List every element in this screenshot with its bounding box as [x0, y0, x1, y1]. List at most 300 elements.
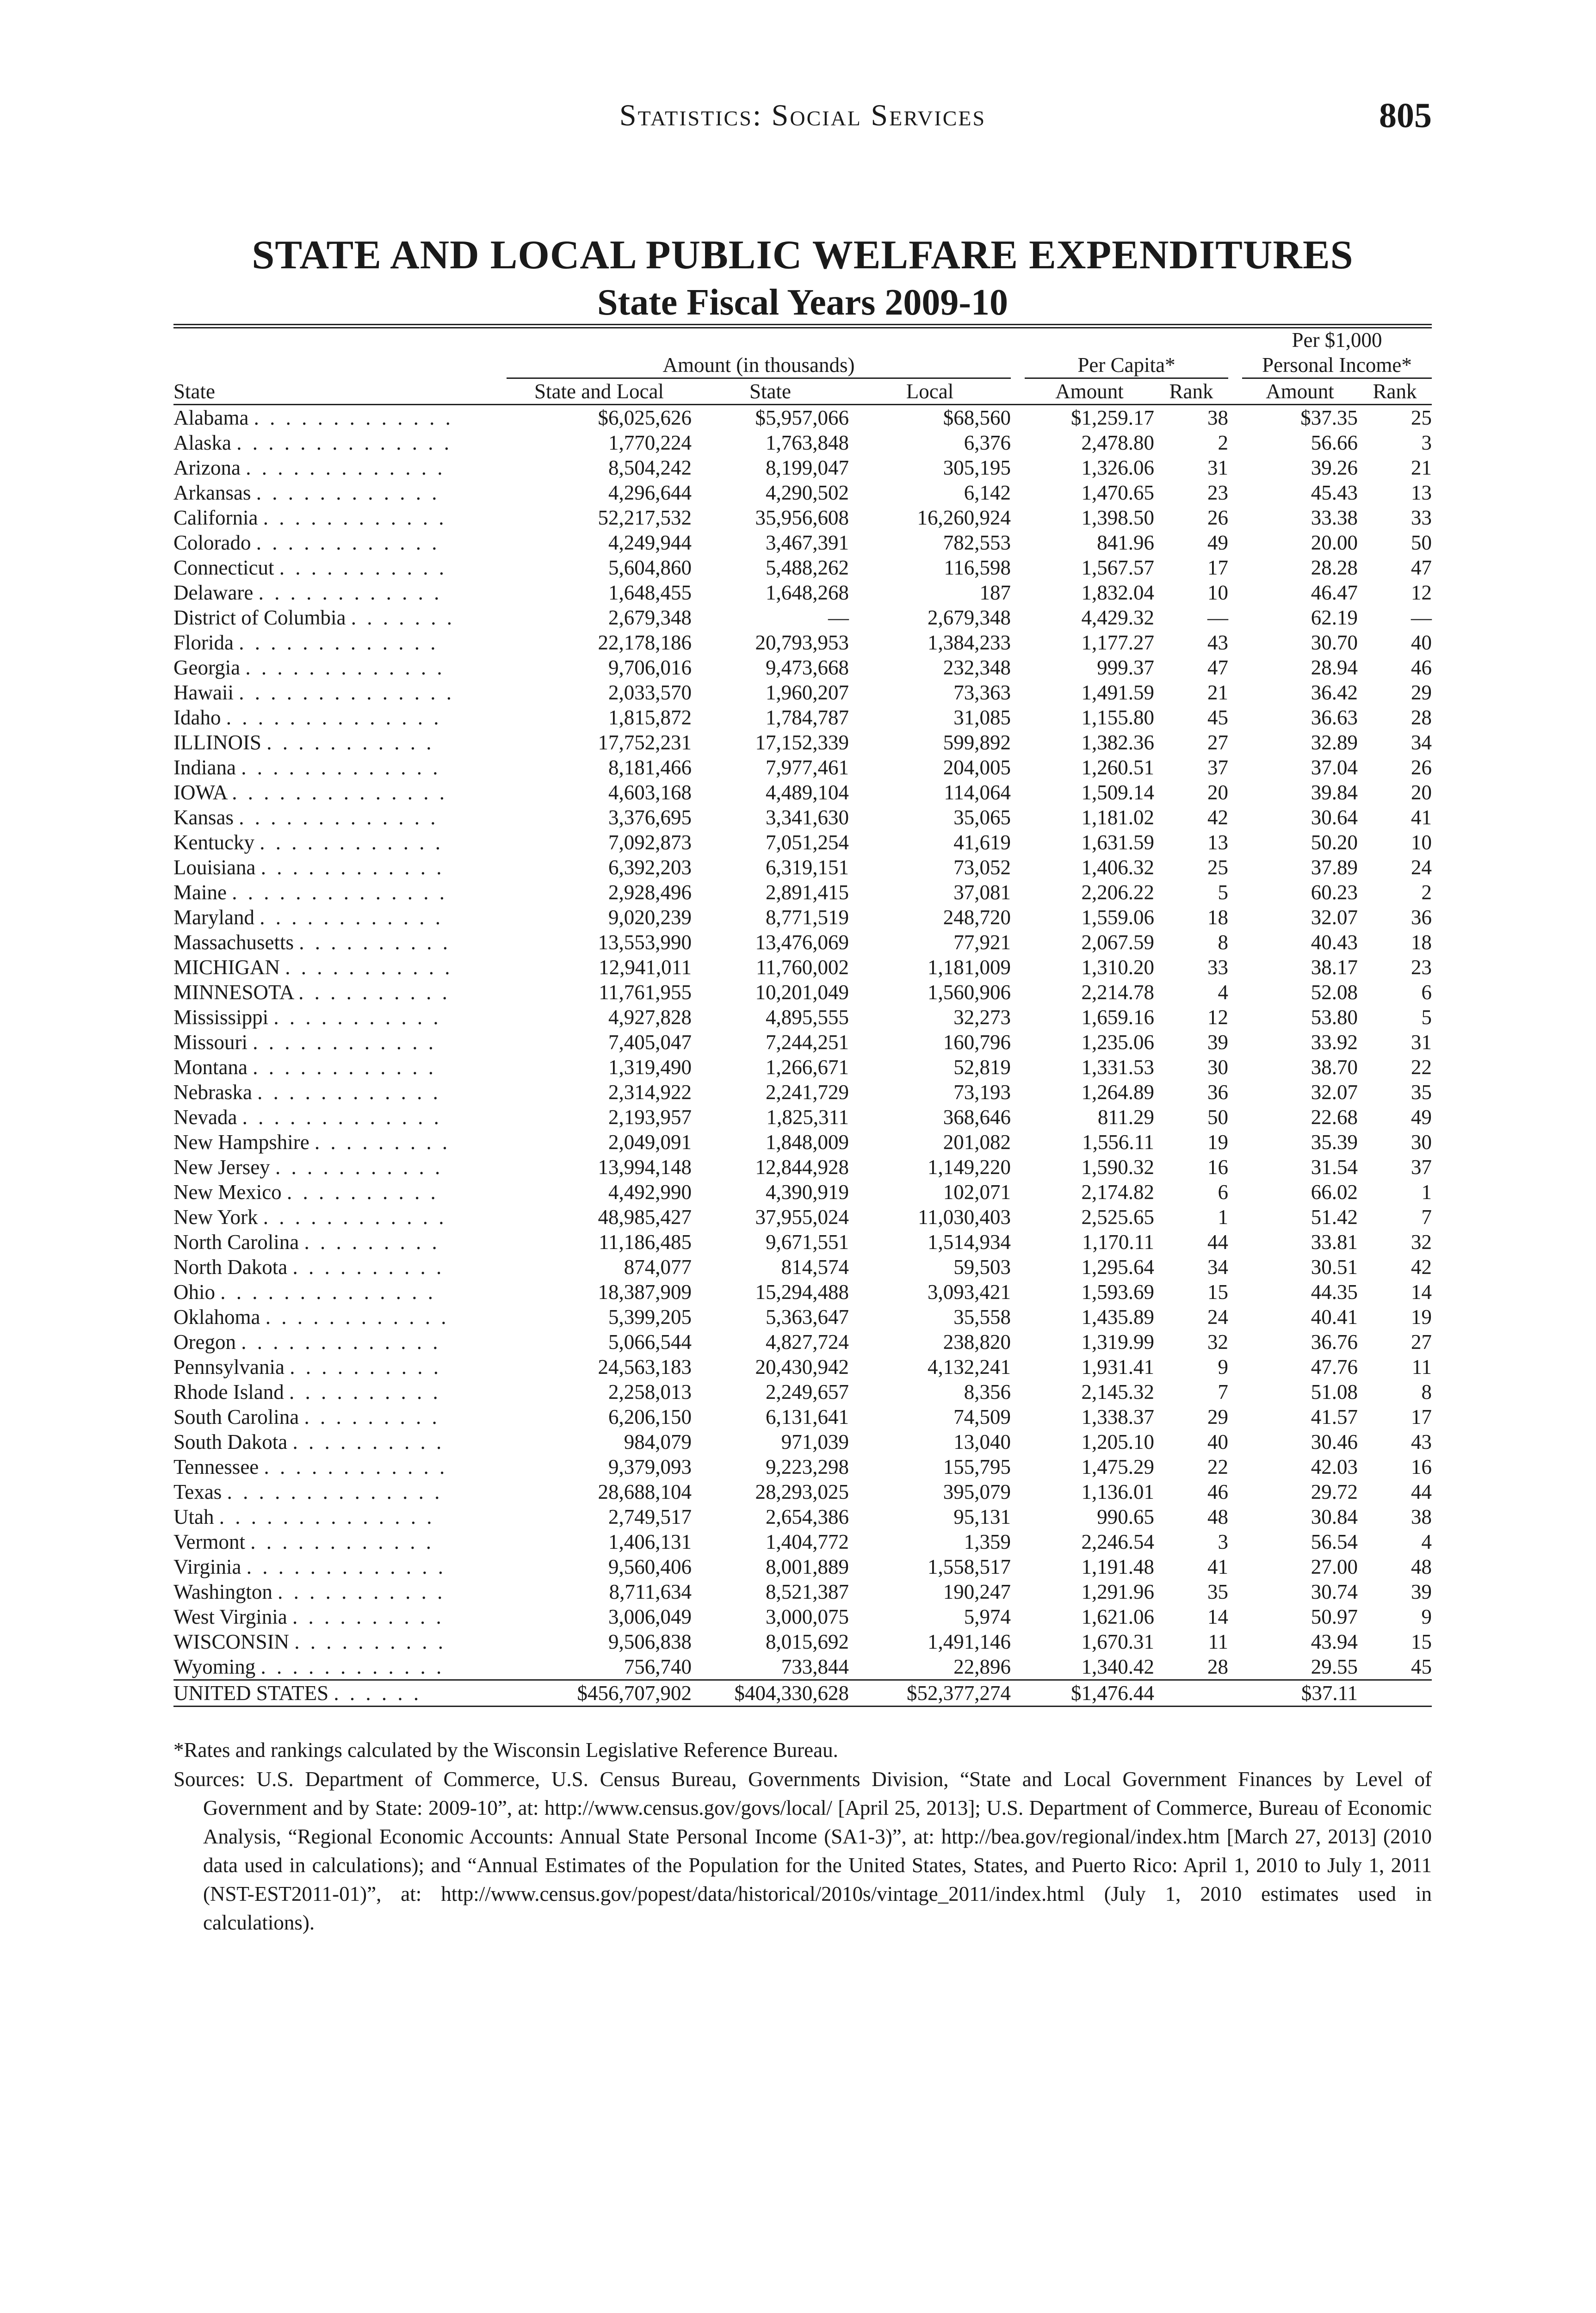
income-amount-cell: 40.43	[1311, 931, 1358, 954]
income-rank-cell: 40	[1411, 631, 1432, 654]
income-amount-cell: 51.08	[1311, 1380, 1358, 1404]
table-row	[173, 1404, 1432, 1429]
local-amount-cell: 74,509	[953, 1405, 1011, 1429]
income-rank-cell: 16	[1411, 1455, 1432, 1478]
state-name-cell	[173, 1330, 507, 1354]
state-amount-cell: 7,051,254	[766, 831, 849, 854]
state-and-local-cell: 1,815,872	[608, 706, 692, 729]
table-row	[173, 705, 1432, 730]
leader-dots: . . . . . . . . . .	[294, 1630, 446, 1653]
per-capita-amount-cell: 1,509.14	[1081, 781, 1154, 804]
state-and-local-cell: 4,296,644	[608, 481, 692, 504]
local-amount-cell: 3,093,421	[928, 1280, 1011, 1304]
local-amount-cell: 305,195	[943, 456, 1011, 479]
income-amount-cell: 36.42	[1311, 681, 1358, 704]
leader-dots: . . . . . . . . . . . .	[256, 481, 440, 504]
leader-dots: . . . . . . . . . . . .	[253, 1056, 436, 1079]
leader-dots: . . . . . . . . . .	[286, 1181, 439, 1204]
per-capita-amount-cell: 1,670.31	[1081, 1630, 1154, 1653]
sources-note: Sources: U.S. Department of Commerce, U.S. Census Bureau, Governments Division, “State and Local Government Finances by Level of Government and by State: 2009-10”, at: http://www.census.gov/govs/local/ [April 25, 2013]; U.S. Department of Commerce, Bureau of Economic Analysis, “Regional Economic Accounts: Annual State Personal Income (SA1-3)”, at: http://bea.gov/regional/index.htm [March 27, 2013] (2010 data used in calculations); and “Annual Estimates of the Population for the United States, States, and Puerto Rico: April 1, 2010 to July 1, 2011 (NST-EST2011-01)”, at: http://www.census.gov/popest/data/historical/2010s/vintage_2011/index.html (July 1, 2010 estimates used in calculations).	[173, 1768, 1432, 1934]
state-name: Utah	[173, 1505, 214, 1528]
local-amount-cell: 11,030,403	[918, 1206, 1011, 1229]
per-capita-rank-cell: 16	[1207, 1156, 1228, 1179]
state-and-local-cell: 2,258,013	[608, 1380, 692, 1404]
leader-dots: . . . . . . . . . .	[289, 1380, 441, 1404]
per-capita-amount-cell: 2,174.82	[1081, 1181, 1154, 1204]
leader-dots: . . . . . . . . . . . .	[258, 581, 442, 604]
per-capita-rank-cell: 19	[1207, 1131, 1228, 1154]
state-amount-cell: 2,241,729	[766, 1081, 849, 1104]
state-and-local-cell: 4,249,944	[608, 531, 692, 554]
income-rank-cell: 8	[1421, 1380, 1432, 1404]
local-amount-cell: 5,974	[964, 1605, 1011, 1628]
per-capita-amount-cell: 1,659.16	[1081, 1006, 1154, 1029]
local-amount-cell: 1,181,009	[928, 956, 1011, 979]
state-amount-cell: 8,521,387	[766, 1580, 849, 1603]
income-rank-cell: 48	[1411, 1555, 1432, 1578]
state-name-cell	[173, 1255, 507, 1280]
table-row	[173, 1080, 1432, 1105]
table-row	[173, 905, 1432, 930]
per-capita-rank-cell: 7	[1218, 1380, 1228, 1404]
leader-dots: . . . . . . . . . .	[292, 1605, 444, 1628]
local-amount-cell: 73,193	[953, 1081, 1011, 1104]
per-capita-rank-cell: 36	[1207, 1081, 1228, 1104]
local-amount-cell: 114,064	[944, 781, 1011, 804]
state-name-cell	[173, 430, 507, 455]
local-amount-cell: 1,359	[964, 1530, 1011, 1553]
per-capita-amount-cell: 2,246.54	[1081, 1530, 1154, 1553]
state-name: Maryland	[173, 906, 254, 929]
local-amount-cell: 160,796	[943, 1031, 1011, 1054]
state-name-cell	[173, 830, 507, 855]
state-name: Alaska	[173, 431, 231, 454]
state-name-cell	[173, 1604, 507, 1629]
income-rank-cell: 23	[1411, 956, 1432, 979]
per-capita-rank-cell: 12	[1207, 1006, 1228, 1029]
state-name-cell	[173, 580, 507, 605]
local-amount-cell: 155,795	[943, 1455, 1011, 1478]
state-name-cell	[173, 655, 507, 680]
table-row	[173, 1654, 1432, 1680]
income-rank-header: Rank	[1358, 378, 1432, 405]
per-capita-rank-cell: —	[1207, 606, 1228, 629]
table-row	[173, 1330, 1432, 1354]
income-rank-cell: 31	[1411, 1031, 1432, 1054]
income-rank-cell: 43	[1411, 1430, 1432, 1453]
income-amount-cell: $37.35	[1300, 406, 1358, 429]
leader-dots: . . . . . . . . . . . . . .	[232, 881, 447, 904]
local-amount-cell: 238,820	[943, 1330, 1011, 1354]
state-name-cell	[173, 1429, 507, 1454]
income-rank-cell: 25	[1411, 406, 1432, 429]
leader-dots: . . . . . . . . . . . . . .	[226, 706, 442, 729]
per-capita-amount-cell: 1,170.11	[1082, 1231, 1154, 1254]
leader-dots: . . . . . . . . . . . .	[260, 1655, 445, 1678]
state-and-local-cell: 52,217,532	[598, 506, 692, 529]
state-name-cell	[173, 455, 507, 480]
welfare-expenditures-table	[173, 328, 1432, 1707]
income-amount-cell: 38.70	[1311, 1056, 1358, 1079]
per-capita-amount-cell: 1,260.51	[1081, 756, 1154, 779]
leader-dots: . . . . . . . . . . . .	[263, 506, 447, 529]
leader-dots: . . . . . . . . . . . .	[256, 531, 440, 554]
state-name: Wyoming	[173, 1655, 256, 1678]
state-and-local-cell: 1,319,490	[608, 1056, 692, 1079]
per-capita-amount-cell: 1,340.42	[1081, 1655, 1154, 1678]
income-amount-cell: 66.02	[1311, 1181, 1358, 1204]
state-name: New York	[173, 1206, 258, 1229]
main-title: STATE AND LOCAL PUBLIC WELFARE EXPENDITURES	[252, 233, 1354, 278]
income-amount-cell: 37.89	[1311, 856, 1358, 879]
per-capita-rank-cell: 43	[1207, 631, 1228, 654]
state-name-cell	[173, 930, 507, 955]
income-amount-cell: 60.23	[1311, 881, 1358, 904]
leader-dots: . . . . . . . . . .	[299, 931, 451, 954]
per-capita-amount-cell: 1,382.36	[1081, 731, 1154, 754]
state-and-local-cell: 9,379,093	[608, 1455, 692, 1478]
state-name-cell	[173, 1180, 507, 1205]
per-capita-amount-cell: 1,559.06	[1081, 906, 1154, 929]
per-capita-amount-cell: 1,931.41	[1081, 1355, 1154, 1379]
table-body	[173, 405, 1432, 1680]
state-amount-cell: 8,001,889	[766, 1555, 849, 1578]
income-amount-cell: 50.20	[1311, 831, 1358, 854]
state-name-cell	[173, 755, 507, 780]
income-amount-header: Amount	[1242, 378, 1358, 405]
state-name-cell	[173, 1354, 507, 1379]
state-name-cell	[173, 1454, 507, 1479]
local-amount-cell: 2,679,348	[928, 606, 1011, 629]
local-amount-cell: 1,560,906	[928, 981, 1011, 1004]
table-row	[173, 1454, 1432, 1479]
local-amount-cell: 1,149,220	[928, 1156, 1011, 1179]
local-amount-cell: 395,079	[943, 1480, 1011, 1503]
leader-dots: . . . . . . . . . . . . .	[241, 756, 441, 779]
per-capita-amount-cell: 1,191.48	[1081, 1555, 1154, 1578]
state-and-local-cell: 2,193,957	[608, 1106, 692, 1129]
local-amount-cell: 37,081	[953, 881, 1011, 904]
per-capita-rank-cell: 39	[1207, 1031, 1228, 1054]
state-name: IOWA	[173, 781, 227, 804]
state-amount-cell: 12,844,928	[755, 1156, 849, 1179]
income-amount-cell: 30.46	[1311, 1430, 1358, 1453]
income-amount-cell: 45.43	[1311, 481, 1358, 504]
local-amount-cell: 201,082	[943, 1131, 1011, 1154]
state-and-local-cell: 22,178,186	[598, 631, 692, 654]
per-capita-amount-cell: 841.96	[1097, 531, 1154, 554]
income-amount-cell: 52.08	[1311, 981, 1358, 1004]
total-local-amount: $52,377,274	[849, 1680, 1011, 1707]
leader-dots: . . . . . . . . . . . .	[250, 1530, 434, 1553]
income-rank-cell: 39	[1411, 1580, 1432, 1603]
per-capita-rank-cell: 34	[1207, 1255, 1228, 1279]
state-name-cell	[173, 955, 507, 980]
per-capita-amount-cell: 2,067.59	[1081, 931, 1154, 954]
state-name: Georgia	[173, 656, 241, 679]
table-row	[173, 855, 1432, 880]
table-row	[173, 1479, 1432, 1504]
state-amount-cell: 20,793,953	[755, 631, 849, 654]
state-and-local-column-header: State and Local	[507, 378, 692, 405]
income-rank-cell: 13	[1411, 481, 1432, 504]
income-rank-cell: 37	[1411, 1156, 1432, 1179]
per-capita-rank-cell: 22	[1207, 1455, 1228, 1478]
total-state-cell	[173, 1680, 507, 1707]
per-capita-rank-cell: 50	[1207, 1106, 1228, 1129]
per-capita-rank-cell: 27	[1207, 731, 1228, 754]
state-amount-cell: 3,000,075	[766, 1605, 849, 1628]
income-rank-cell: 34	[1411, 731, 1432, 754]
state-and-local-cell: 18,387,909	[598, 1280, 692, 1304]
per-capita-amount-cell: 990.65	[1097, 1505, 1154, 1528]
income-rank-cell: 17	[1411, 1405, 1432, 1429]
per-capita-amount-cell: 1,593.69	[1081, 1280, 1154, 1304]
state-amount-cell: 15,294,488	[755, 1280, 849, 1304]
per-capita-amount-cell: 2,145.32	[1081, 1380, 1154, 1404]
state-name-cell	[173, 730, 507, 755]
leader-dots: . . . . . . . . . . . .	[263, 1206, 447, 1229]
table-row	[173, 1604, 1432, 1629]
income-rank-cell: 30	[1411, 1131, 1432, 1154]
state-and-local-cell: 8,504,242	[608, 456, 692, 479]
state-and-local-cell: 1,406,131	[608, 1530, 692, 1553]
table-row	[173, 580, 1432, 605]
state-name-cell	[173, 680, 507, 705]
income-rank-cell: —	[1411, 606, 1432, 629]
table-row	[173, 1554, 1432, 1579]
leader-dots: . . . . . . . . . . . . .	[245, 656, 445, 679]
state-name: Texas	[173, 1480, 222, 1503]
per-capita-amount-cell: 1,491.59	[1081, 681, 1154, 704]
total-state-amount: $404,330,628	[692, 1680, 849, 1707]
income-rank-cell: 7	[1421, 1206, 1432, 1229]
income-amount-cell: 41.57	[1311, 1405, 1358, 1429]
leader-dots: . . . . . . . . . . . . .	[246, 456, 445, 479]
income-rank-cell: 29	[1411, 681, 1432, 704]
state-name: New Jersey	[173, 1156, 270, 1179]
state-name-cell	[173, 1479, 507, 1504]
state-name-cell	[173, 1080, 507, 1105]
state-name: WISCONSIN	[173, 1630, 290, 1653]
local-amount-cell: 8,356	[964, 1380, 1011, 1404]
leader-dots: . . . . . . . . . . .	[279, 556, 447, 579]
state-amount-cell: 2,654,386	[766, 1505, 849, 1528]
local-amount-cell: 1,384,233	[928, 631, 1011, 654]
per-capita-amount-cell: 1,319.99	[1081, 1330, 1154, 1354]
income-amount-cell: 44.35	[1311, 1280, 1358, 1304]
total-per-capita-amount: $1,476.44	[1025, 1680, 1154, 1707]
local-amount-cell: 599,892	[943, 731, 1011, 754]
state-name: Virginia	[173, 1555, 241, 1578]
state-amount-column-header: State	[692, 378, 849, 405]
per-capita-rank-cell: 6	[1218, 1181, 1228, 1204]
table-row	[173, 480, 1432, 505]
table-row	[173, 1130, 1432, 1155]
state-amount-cell: 28,293,025	[755, 1480, 849, 1503]
per-capita-rank-cell: 40	[1207, 1430, 1228, 1453]
state-amount-cell: $5,957,066	[755, 406, 849, 429]
leader-dots: . . . . . . . . . . . . . .	[232, 781, 447, 804]
local-amount-cell: $68,560	[943, 406, 1011, 429]
income-amount-cell: 28.28	[1311, 556, 1358, 579]
income-rank-cell: 21	[1411, 456, 1432, 479]
per-capita-amount-cell: 1,326.06	[1081, 456, 1154, 479]
leader-dots: . . . . . . . . . . . . .	[254, 406, 453, 429]
per-capita-rank-cell: 3	[1218, 1530, 1228, 1553]
state-amount-cell: 1,784,787	[766, 706, 849, 729]
total-income-rank	[1358, 1680, 1432, 1707]
per-capita-amount-cell: 1,331.53	[1081, 1056, 1154, 1079]
state-name: Oklahoma	[173, 1305, 260, 1329]
state-name-cell	[173, 1404, 507, 1429]
leader-dots: . . . . . . . . . . . . .	[239, 631, 439, 654]
leader-dots: . . . . . . . . .	[304, 1231, 440, 1254]
income-rank-cell: 1	[1421, 1181, 1432, 1204]
table-row	[173, 730, 1432, 755]
income-rank-cell: 35	[1411, 1081, 1432, 1104]
state-name: Colorado	[173, 531, 251, 554]
local-amount-cell: 368,646	[943, 1106, 1011, 1129]
income-rank-cell: 22	[1411, 1056, 1432, 1079]
income-amount-cell: 39.26	[1311, 456, 1358, 479]
state-and-local-cell: 9,706,016	[608, 656, 692, 679]
per-capita-amount-header: Amount	[1025, 378, 1154, 405]
table-row	[173, 1105, 1432, 1130]
income-rank-cell: 33	[1411, 506, 1432, 529]
state-amount-cell: 4,290,502	[766, 481, 849, 504]
state-name-cell	[173, 605, 507, 630]
table-row	[173, 505, 1432, 530]
per-capita-rank-cell: 5	[1218, 881, 1228, 904]
total-state-name: UNITED STATES	[173, 1682, 329, 1705]
state-name: North Dakota	[173, 1255, 288, 1279]
table-row	[173, 930, 1432, 955]
state-and-local-cell: 2,928,496	[608, 881, 692, 904]
local-column-header: Local	[849, 378, 1011, 405]
state-name: Rhode Island	[173, 1380, 284, 1404]
per-capita-amount-cell: 1,235.06	[1081, 1031, 1154, 1054]
state-and-local-cell: $6,025,626	[598, 406, 692, 429]
per-capita-amount-cell: 1,181.02	[1081, 806, 1154, 829]
state-name-cell	[173, 555, 507, 580]
state-amount-cell: 13,476,069	[755, 931, 849, 954]
table-row	[173, 980, 1432, 1005]
per-capita-amount-cell: 1,567.57	[1081, 556, 1154, 579]
per-capita-rank-cell: 41	[1207, 1555, 1228, 1578]
header-row-2	[173, 353, 1432, 378]
local-amount-cell: 116,598	[944, 556, 1011, 579]
per-capita-amount-cell: 1,155.80	[1081, 706, 1154, 729]
state-amount-cell: 4,827,724	[766, 1330, 849, 1354]
per-capita-rank-cell: 23	[1207, 481, 1228, 504]
income-amount-cell: 33.81	[1311, 1231, 1358, 1254]
state-name: MINNESOTA	[173, 981, 293, 1004]
leader-dots: . . . . . . . . . . .	[275, 1156, 443, 1179]
state-name: Massachusetts	[173, 931, 294, 954]
leader-dots: . . . . . . . . . . .	[266, 731, 434, 754]
income-amount-cell: 50.97	[1311, 1605, 1358, 1628]
state-and-local-cell: 2,314,922	[608, 1081, 692, 1104]
state-name-cell	[173, 1105, 507, 1130]
state-name-cell	[173, 480, 507, 505]
local-amount-cell: 232,348	[943, 656, 1011, 679]
table-row	[173, 430, 1432, 455]
income-rank-cell: 42	[1411, 1255, 1432, 1279]
state-name-cell	[173, 530, 507, 555]
state-name: Florida	[173, 631, 234, 654]
income-amount-cell: 22.68	[1311, 1106, 1358, 1129]
local-amount-cell: 13,040	[953, 1430, 1011, 1453]
state-and-local-cell: 1,770,224	[608, 431, 692, 454]
leader-dots: . . . . . . . . . . . .	[260, 906, 443, 929]
leader-dots: . . . . . . . . . .	[298, 981, 450, 1004]
leader-dots: . . . . . . . . . . . .	[265, 1305, 449, 1329]
income-amount-cell: 30.70	[1311, 631, 1358, 654]
table-row	[173, 405, 1432, 431]
leader-dots: . . . . . . . . . .	[292, 1430, 445, 1453]
sub-title: State Fiscal Years 2009-10	[597, 282, 1008, 323]
income-amount-cell: 28.94	[1311, 656, 1358, 679]
income-amount-cell: 30.84	[1311, 1505, 1358, 1528]
state-name: North Carolina	[173, 1231, 299, 1254]
leader-dots: . . . . . . . . . .	[292, 1255, 445, 1279]
income-amount-cell: 39.84	[1311, 781, 1358, 804]
income-rank-cell: 11	[1411, 1355, 1432, 1379]
state-amount-cell: 35,956,608	[755, 506, 849, 529]
income-amount-cell: 32.07	[1311, 1081, 1358, 1104]
leader-dots: . . . . . . . . . . . .	[264, 1455, 448, 1478]
state-name: New Mexico	[173, 1181, 282, 1204]
income-rank-cell: 4	[1421, 1530, 1432, 1553]
state-amount-cell: 6,319,151	[766, 856, 849, 879]
leader-dots: . . . . . . . . .	[304, 1405, 440, 1429]
income-amount-cell: 29.72	[1311, 1480, 1358, 1503]
state-and-local-cell: 3,376,695	[608, 806, 692, 829]
local-amount-cell: 59,503	[953, 1255, 1011, 1279]
state-and-local-cell: 874,077	[624, 1255, 692, 1279]
local-amount-cell: 41,619	[953, 831, 1011, 854]
state-amount-cell: —	[828, 606, 849, 629]
per-capita-amount-cell: 2,478.80	[1081, 431, 1154, 454]
leader-dots: . . . . . . . . . . . . .	[246, 1555, 446, 1578]
state-and-local-cell: 11,186,485	[599, 1231, 692, 1254]
state-name: Oregon	[173, 1330, 236, 1354]
state-amount-cell: 1,404,772	[766, 1530, 849, 1553]
income-amount-cell: 36.63	[1311, 706, 1358, 729]
local-amount-cell: 6,376	[964, 431, 1011, 454]
table-row	[173, 1030, 1432, 1055]
per-capita-amount-cell: 1,177.27	[1081, 631, 1154, 654]
state-amount-cell: 3,467,391	[766, 531, 849, 554]
state-name: Alabama	[173, 406, 249, 429]
local-amount-cell: 204,005	[943, 756, 1011, 779]
table-row	[173, 630, 1432, 655]
total-state-and-local: $456,707,902	[507, 1680, 692, 1707]
state-name: District of Columbia	[173, 606, 346, 629]
state-name: Montana	[173, 1056, 247, 1079]
per-capita-amount-cell: 1,310.20	[1081, 956, 1154, 979]
state-name: Indiana	[173, 756, 236, 779]
state-name: Nebraska	[173, 1081, 252, 1104]
local-amount-cell: 95,131	[953, 1505, 1011, 1528]
state-and-local-cell: 1,648,455	[608, 581, 692, 604]
per-capita-amount-cell: 2,214.78	[1081, 981, 1154, 1004]
income-rank-cell: 3	[1421, 431, 1432, 454]
running-head	[173, 95, 1432, 136]
per-capita-amount-cell: 1,398.50	[1081, 506, 1154, 529]
table-row	[173, 1305, 1432, 1330]
